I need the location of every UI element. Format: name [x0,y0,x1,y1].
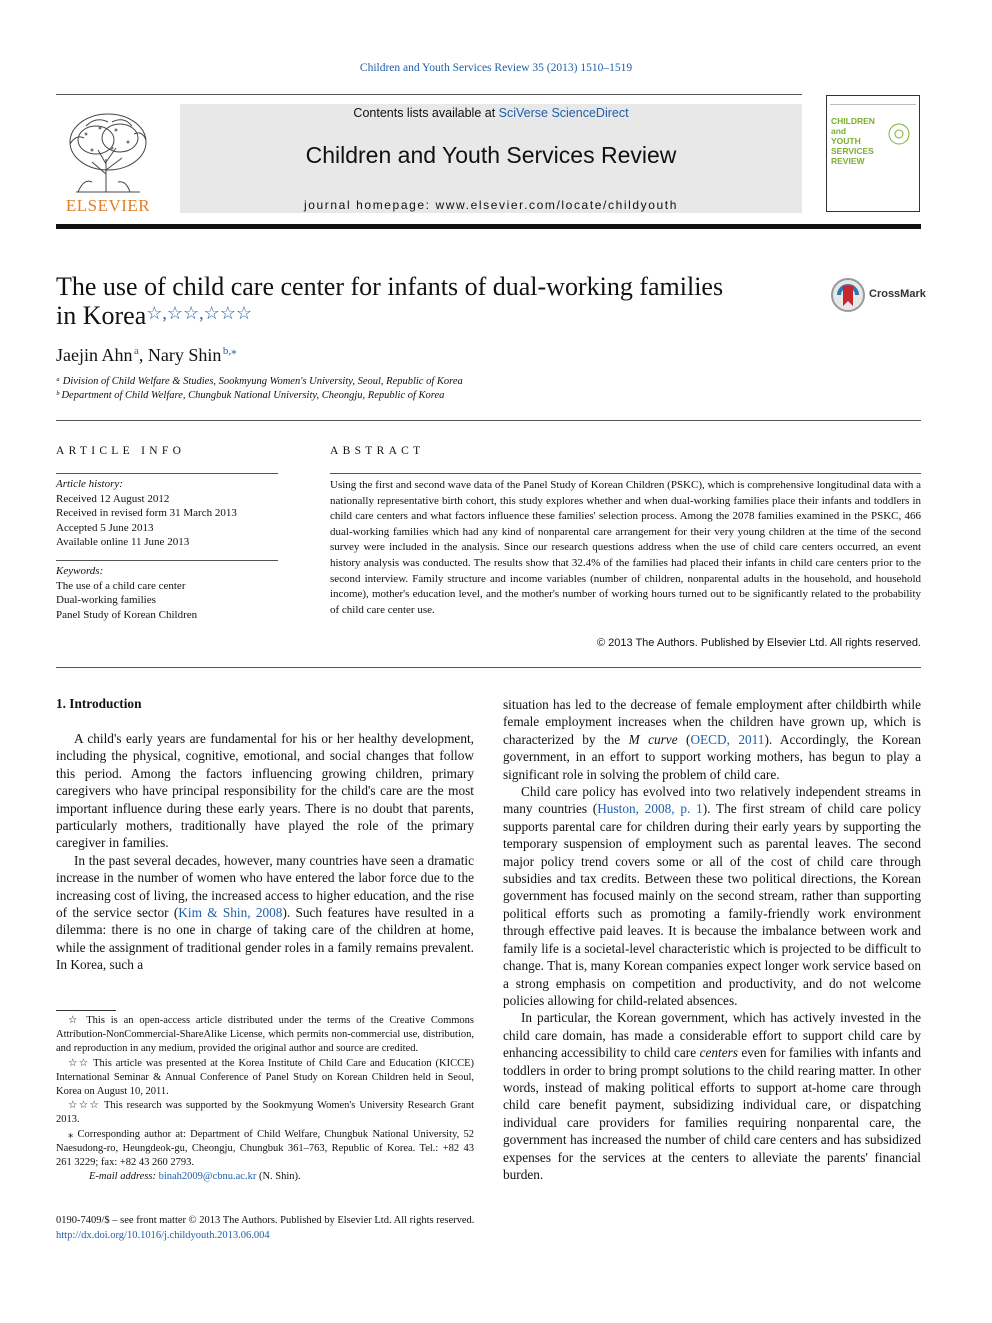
footnotes [56,1014,474,1184]
keywords-rule [56,560,278,561]
header-thick-rule [56,224,921,229]
paragraph: A child's early years are fundamental for his or her healthy development, including the physical, cognitive, emotional, and social changes that follow this period. Among the factors influencing growing children, primary caregivers who have principal responsibility for the child's care are the most important influence during these early years. There is no doubt that parents, particularly mothers, traditionally have played the role of the primary caregiver in families. [56,731,474,851]
abstract-rule [330,473,921,474]
keyword: Panel Study of Korean Children [56,608,198,621]
doi-link[interactable]: http://dx.doi.org/10.1016/j.childyouth.2013.06.004 [56,1230,270,1241]
article-history: Article history: Received 12 August 2012 Received in revised form 31 March 2013 Accepted 5 June 2013 Available online 11 June 2013 [56,478,237,549]
abstract-heading: ABSTRACT [330,445,425,457]
cover-top-line [830,100,916,105]
author-name: Jaejin Ahn [56,345,133,365]
keyword: Dual-working families [56,594,156,607]
citation-link[interactable]: Kim & Shin, 2008 [178,905,283,921]
section-heading-introduction: 1. Introduction [56,696,142,711]
sciencedirect-link[interactable]: SciVerse ScienceDirect [498,106,629,120]
journal-citation[interactable]: Children and Youth Services Review 35 (2013) 1510–1519 [359,62,633,74]
paragraph: Child care policy has evolved into two relatively independent streams in many countries (Huston, 2008, p. 1). The first stream of child care policy supports parental care for children during their early years by supporting the temporary suspension of employment such as parental leaves. The second major policy trend covers some or all of the cost of child care through subsidies and tax credits. Between these two political directions, the Korean government has focused mainly on the second stream, rather than supporting political efforts such as promoting a family-friendly work environment through effective paid leaves. It is because the imbalance between work and family life is a societal-level characteristic which is projected to be difficult to change. That is, many Korean companies expect longer work service based on a strong emphasis on competition and productivity, and do not welcome policies allowing for child-related absences. [503,784,921,1008]
footnote: E-mail address: binah2009@cbnu.ac.kr (N. Shin). [89,1171,301,1183]
abstract-bottom-rule [56,667,921,668]
crossmark-label[interactable]: CrossMark [869,288,926,300]
header-top-rule [56,94,802,95]
author-affiliation-mark[interactable]: b,⁎ [222,345,237,357]
author-list: Jaejin Ahn $^a$, Nary Shin $^{b,⁎}$ [56,345,237,365]
paragraph: In the past several decades, however, many countries have seen a dramatic increase in the number of women who have entered the labor force due to the increasing cost of living, the increased access to higher education, and the rise of the service sector (Kim & Shin, 2008). Such features have resulted in a dilemma: there is no one in charge of taking care of the children at home, while the assignment of traditional gender roles in a family remains prevalent. In Korea, such a [56,852,474,973]
intro-left-column [56,730,474,974]
keyword: The use of a child care center [56,579,186,592]
affiliation-b: ᵇ Department of Child Welfare, Chungbuk National University, Cheongju, Republic of Korea [56,390,445,401]
section-divider [56,420,921,421]
author-name: Nary Shin [147,345,222,365]
footnote: ☆☆ This article was presented at the Korea Institute of Child Care and Education (KICCE) International Seminar & Annual Conference of Panel Study on Korean Children held in Seoul, Korea on August 10, 2011. [56,1057,474,1098]
article-title: The use of child care center for infants of dual-working families in Korea☆,☆☆,☆☆☆ [56,272,724,330]
cover-emblem-icon [885,120,913,148]
footnote-rule [56,1010,116,1011]
article-info-heading: ARTICLE INFO [56,445,186,457]
author-affiliation-mark[interactable]: a [134,345,139,357]
article-info-rule [56,473,278,474]
footnote: ⁎ Corresponding author at: Department of Child Welfare, Chungbuk National University, 52 Naesudong-ro, Heungdeok-gu, Cheongju, Chungbuk 361–763, Republic of Korea. Tel.: +82 43 261 3229; fax: +82 43 260 2793. [56,1128,474,1169]
footnote: ☆ This is an open-access article distributed under the terms of the Creative Commons Attribution-NonCommercial-ShareAlike License, which permits non-commercial use, distribution, and reproduction in any medium, provided the original author and source are credited. [56,1015,474,1055]
abstract-text: Using the first and second wave data of the Panel Study of Korean Children (PSKC), which is comprehensive longitudinal data with a nationally representative birth cohort, this study explores whether and when dual-working families place their infants and toddlers in child care centers and what factors influence these families' selection process. Among the 2078 families examined in the PSKC, 466 dual-working families which had any kind of nonparental care arrangement for their very young children at the time of the second survey were included in the analysis. Since our research questions address when the use of child care centers occurred, an event history analysis was conducted. The results show that 32.4% of the families had placed their infants in child care centers prior to the second interview. Family structure and income variables (number of children, nonparental adults in the household, and household income), mother's education level, and the mother's number of working hours turned out to be significantly related to the probability of child care center use. [330,479,921,616]
elsevier-wordmark: ELSEVIER [65,196,151,215]
cover-title: CHILDREN and YOUTH SERVICES REVIEW [831,116,875,166]
title-footnote-stars[interactable]: ☆,☆☆,☆☆☆ [146,303,253,323]
abstract-copyright: © 2013 The Authors. Published by Elsevier Ltd. All rights reserved. [596,637,921,649]
intro-right-column [503,696,921,1183]
keywords-block: Keywords: The use of a child care center Dual-working families Panel Study of Korean Children [56,564,278,622]
issn-line: 0190-7409/$ – see front matter © 2013 The Authors. Published by Elsevier Ltd. All rights reserved. [56,1215,475,1226]
journal-homepage[interactable]: journal homepage: www.elsevier.com/locate/childyouth [303,198,679,212]
paragraph: situation has led to the decrease of female employment after childbirth while female employment increases when the children have grown up, which is characterized by the M curve (OECD, 2011). Accordingly, the Korean government, in an effort to support working mothers, has begun to play a significant role in solving the problem of child care. [503,697,921,782]
journal-title: Children and Youth Services Review [305,142,677,168]
contents-line: Contents lists available at SciVerse ScienceDirect [353,106,629,120]
affiliation-a: ᵃ Division of Child Welfare & Studies, Sookmyung Women's University, Seoul, Republic of Korea [56,376,463,387]
citation-link[interactable]: OECD, 2011 [690,731,765,747]
journal-cover-thumbnail [826,95,920,212]
paragraph: In particular, the Korean government, which has actively invested in the child care domain, has made a considerable effort to support child care by enhancing accessibility to child care centers even for families with infants and toddlers in order to bring prompt solutions to the child rearing matter. In other words, instead of making political efforts to support at-home care through child care benefit payment, subsidizing individual care, or dispatching individual care providers for families requiring nonparental care, the government has increased the number of child care centers and has subsidized expenses for the services at the centers to alleviate the parents' financial burden. [503,1010,921,1182]
crossmark-icon[interactable] [830,277,866,313]
email-link[interactable]: binah2009@cbnu.ac.kr [158,1171,257,1183]
footnote: ☆☆☆ This research was supported by the Sookmyung Women's University Research Grant 2013. [56,1100,474,1126]
citation-link[interactable]: Huston, 2008, p. 1 [597,801,703,817]
